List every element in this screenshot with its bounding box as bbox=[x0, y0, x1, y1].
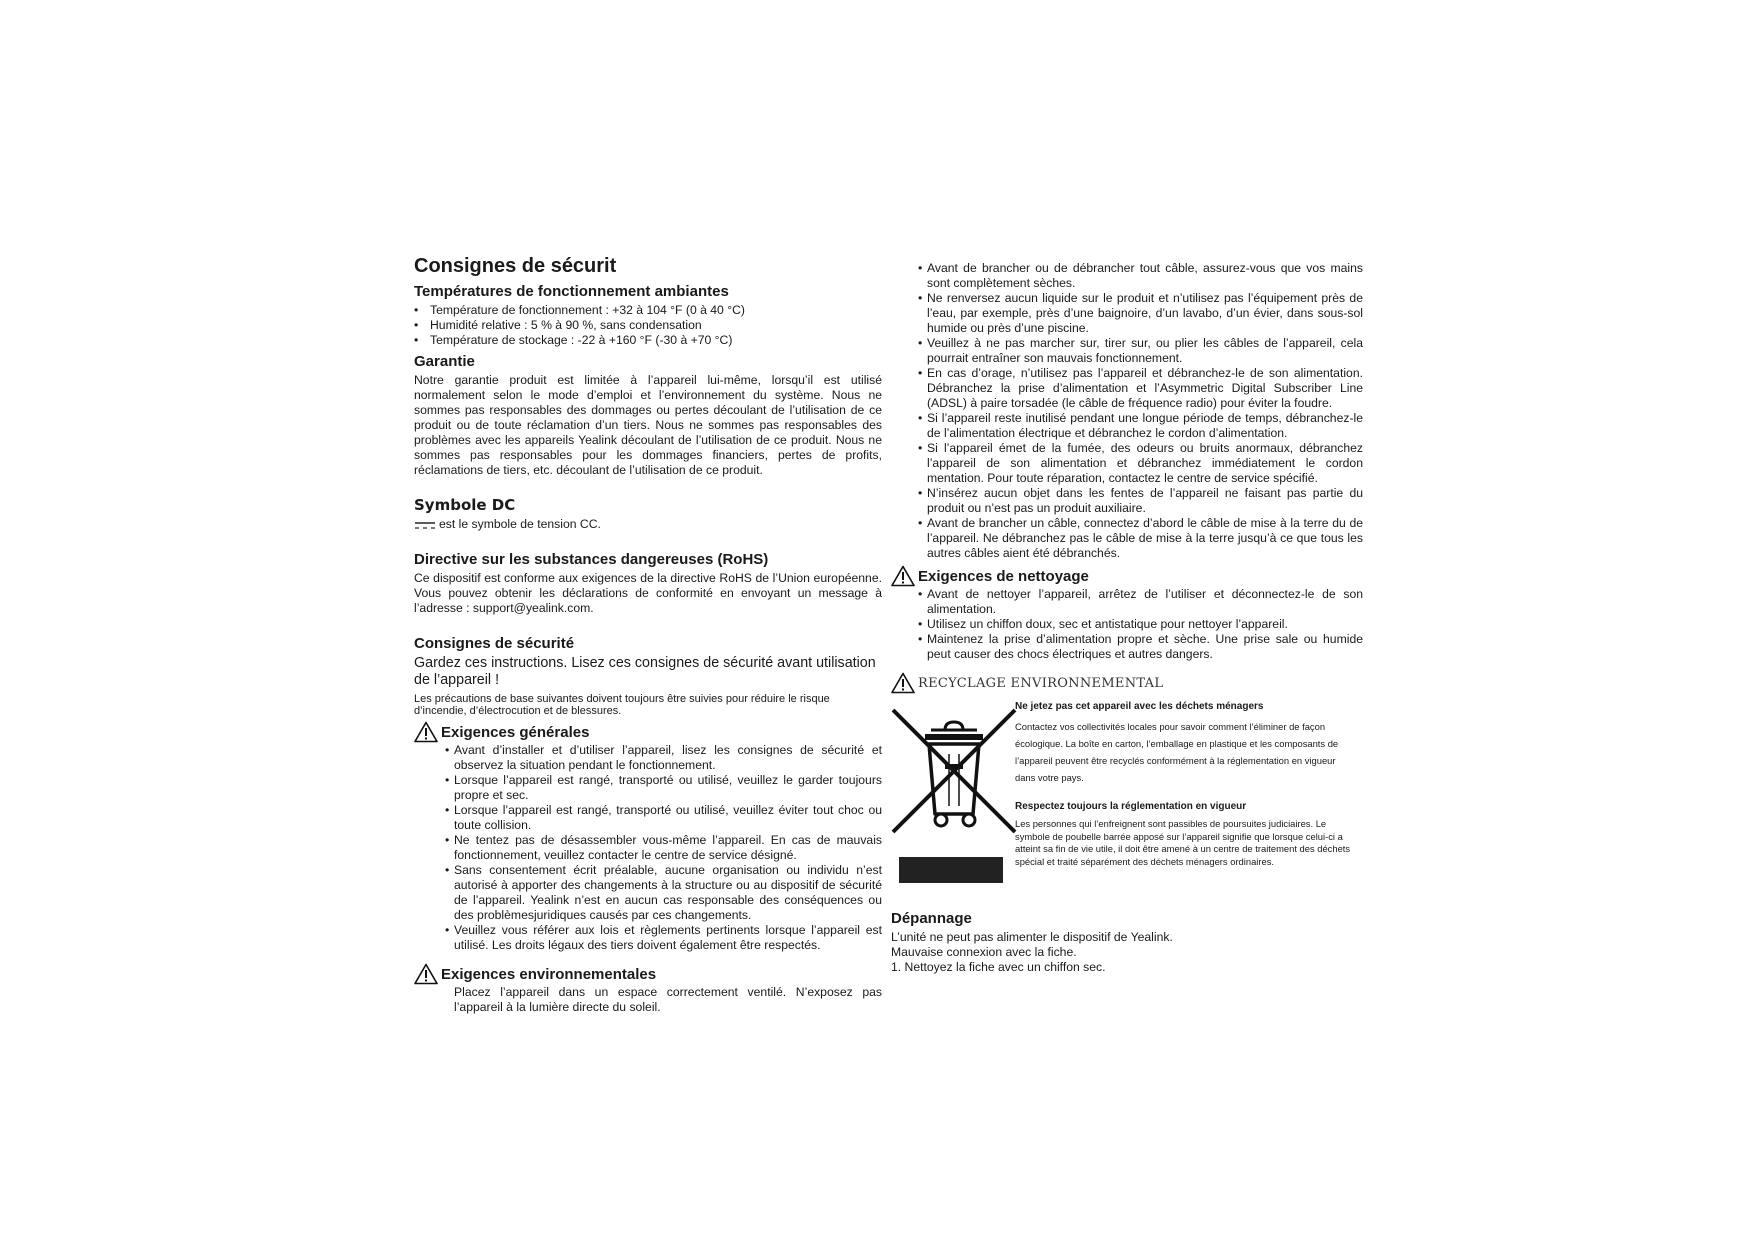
right-column bbox=[891, 261, 1363, 975]
generales-heading-row bbox=[414, 721, 882, 743]
generales-heading: Exigences générales bbox=[441, 723, 590, 741]
list-item: • Utilisez un chiffon doux, sec et antistatique pour nettoyer l’appareil. bbox=[918, 617, 1363, 632]
depannage-heading: Dépannage bbox=[891, 910, 972, 927]
crossed-out-bin-icon bbox=[891, 708, 1017, 878]
warning-icon bbox=[891, 672, 915, 694]
consignes-intro: Gardez ces instructions. Lisez ces consignes de sécurité avant utilisation de l’appareil ! bbox=[414, 655, 876, 688]
list-item: • Veuillez à ne pas marcher sur, tirer sur, ou plier les câbles de l’appareil, cela pourrait entraîner son mauvais fonctionnement. bbox=[918, 336, 1363, 366]
list-item: • Avant de brancher un câble, connectez d’abord le câble de mise à la terre du de l’appareil. Ne débranchez pas le câble de mise à la terre jusqu’à ce que tous les autres câbles aient été débranchés. bbox=[918, 516, 1363, 561]
list-item: • Température de fonctionnement : +32 à 104 °F (0 à 40 °C) bbox=[414, 303, 882, 318]
list-item: • Avant d’installer et d’utiliser l’appareil, lisez les consignes de sécurité et observez la situation pendant le fonctionnement. bbox=[445, 743, 882, 773]
safety-bullets bbox=[891, 261, 1363, 561]
left-column bbox=[414, 254, 882, 1015]
environnementales-text: Placez l’appareil dans un espace correctement ventilé. N’exposez pas l’appareil à la lumière directe du soleil. bbox=[454, 985, 882, 1014]
list-item: • Ne renversez aucun liquide sur le produit et n’utilisez pas l’équipement près de l’eau, par exemple, près d’une baignoire, d’un lavabo, d’un évier, dans sous-sol humide ou près d’une piscine. bbox=[918, 291, 1363, 336]
dc-symbol-icon bbox=[414, 520, 436, 530]
recyclage-text2: Les personnes qui l’enfreignent sont passibles de poursuites judiciaires. Le symbole de poubelle barrée apposé sur l’appareil signifie que lorsque celui-ci a atteint sa fin de vie utile, il doit être amené à un centre de traitement des déchets spécial et traité séparément des déchets ménagers ordinaires. bbox=[1015, 818, 1351, 867]
symbole-dc-heading: Symbole DC bbox=[414, 496, 516, 514]
temperatures-list bbox=[414, 303, 882, 348]
generales-list bbox=[414, 743, 882, 953]
list-item: • N’insérez aucun objet dans les fentes de l’appareil ne faisant pas partie du produit ou n’est pas un produit auxiliaire. bbox=[918, 486, 1363, 516]
environnementales-heading-row bbox=[414, 963, 882, 985]
garantie-text: Notre garantie produit est limitée à l’appareil lui-même, lorsqu’il est utilisé normalement selon le mode d’emploi et l’environnement du système. Nous ne sommes pas responsables des dommages ou pertes découlant de l’utilisation de ce produit ou de toute réclamation d’un tiers. Nous ne sommes pas responsables des problèmes avec les appareils Yealink découlant de l’utilisation de ce produit. Nous ne sommes pas responsables pour les dommages financiers, pertes de profits, réclamations de tiers, etc. découlant de l’utilisation de ce produit. bbox=[414, 373, 882, 477]
depannage-line: 1. Nettoyez la fiche avec un chiffon sec. bbox=[891, 960, 1106, 974]
rohs-text: Ce dispositif est conforme aux exigences de la directive RoHS de l’Union européenne. Vous pouvez obtenir les déclarations de conformité en envoyant un message à l’adresse : support@yealink.com. bbox=[414, 571, 882, 615]
recyclage-text1: Contactez vos collectivités locales pour savoir comment l’éliminer de façon écologique. La boîte en carton, l’emballage en plastique et les composants de l’appareil peuvent être recyclés conformément à la réglementation en vigueur dans votre pays. bbox=[1015, 721, 1339, 783]
list-item: • Température de stockage : -22 à +160 °F (-30 à +70 °C) bbox=[414, 333, 882, 348]
warning-icon bbox=[891, 565, 915, 587]
bin-underline-bar bbox=[899, 857, 1003, 883]
recyclage-text-block bbox=[1015, 700, 1351, 868]
nettoyage-heading-row bbox=[891, 565, 1363, 587]
list-item: • Maintenez la prise d’alimentation propre et sèche. Une prise sale ou humide peut causer des chocs électriques et autres dangers. bbox=[918, 632, 1363, 662]
recyclage-sub2: Respectez toujours la réglementation en vigueur bbox=[1015, 801, 1247, 812]
list-item: • Avant de nettoyer l’appareil, arrêtez de l’utiliser et déconnectez-le de son alimentation. bbox=[918, 587, 1363, 617]
rohs-heading: Directive sur les substances dangereuses (RoHS) bbox=[414, 551, 769, 568]
consignes-heading: Consignes de sécurité bbox=[414, 635, 575, 652]
recyclage-heading-row bbox=[891, 672, 1363, 694]
nettoyage-list bbox=[891, 587, 1363, 662]
nettoyage-heading: Exigences de nettoyage bbox=[918, 567, 1089, 585]
warning-icon bbox=[414, 963, 438, 985]
recyclage-block bbox=[891, 700, 1363, 905]
list-item: • En cas d’orage, n’utilisez pas l’appareil et débranchez-le de son alimentation. Débranchez la prise d’alimentation et l’Asymmetric Digital Subscriber Line (ADSL) à paire torsadée (le câble de fréquence radio) pour éviter la foudre. bbox=[918, 366, 1363, 411]
depannage-line: Mauvaise connexion avec la fiche. bbox=[891, 945, 1077, 959]
list-item: • Lorsque l’appareil est rangé, transporté ou utilisé, veuillez éviter tout choc ou toute collision. bbox=[445, 803, 882, 833]
list-item: • Veuillez vous référer aux lois et règlements pertinents lorsque l’appareil est utilisé. Les droits légaux des tiers doivent également être respectés. bbox=[445, 923, 882, 953]
garantie-heading: Garantie bbox=[414, 353, 475, 370]
recyclage-heading: RECYCLAGE ENVIRONNEMENTAL bbox=[918, 675, 1164, 691]
dc-text: est le symbole de tension CC. bbox=[439, 517, 601, 531]
page-title: Consignes de sécurit bbox=[414, 255, 617, 277]
recyclage-sub1: Ne jetez pas cet appareil avec les déchets ménagers bbox=[1015, 701, 1264, 712]
warning-icon bbox=[414, 721, 438, 743]
list-item: • Humidité relative : 5 % à 90 %, sans condensation bbox=[414, 318, 882, 333]
depannage-line: L’unité ne peut pas alimenter le dispositif de Yealink. bbox=[891, 930, 1173, 944]
list-item: • Lorsque l’appareil est rangé, transporté ou utilisé, veuillez le garder toujours propre et sec. bbox=[445, 773, 882, 803]
dc-line bbox=[414, 517, 882, 532]
precautions-text: Les précautions de base suivantes doivent toujours être suivies pour réduire le risque d’incendie, d’électrocution et de blessures. bbox=[414, 693, 830, 717]
environnementales-heading: Exigences environnementales bbox=[441, 965, 657, 983]
temperatures-heading: Températures de fonctionnement ambiantes bbox=[414, 283, 729, 300]
list-item: • Si l’appareil reste inutilisé pendant une longue période de temps, débranchez-le de l’alimentation électrique et débranchez le cordon d’alimentation. bbox=[918, 411, 1363, 441]
list-item: • Avant de brancher ou de débrancher tout câble, assurez-vous que vos mains sont complètement sèches. bbox=[918, 261, 1363, 291]
list-item: • Ne tentez pas de désassembler vous-même l’appareil. En cas de mauvais fonctionnement, veuillez contacter le centre de service désigné. bbox=[445, 833, 882, 863]
list-item: • Si l’appareil émet de la fumée, des odeurs ou bruits anormaux, débranchez l’appareil de son alimentation et débranchez immédiatement le cordon mentation. Pour toute réparation, contactez le centre de service spécifié. bbox=[918, 441, 1363, 486]
list-item: • Sans consentement écrit préalable, aucune organisation ou individu n’est autorisé à apporter des changements à la structure ou au dispositif de sécurité de l’appareil. Yealink n’est en aucun cas responsable des conséquences ou des problèmesjuridiques causés par ces changements. bbox=[445, 863, 882, 923]
